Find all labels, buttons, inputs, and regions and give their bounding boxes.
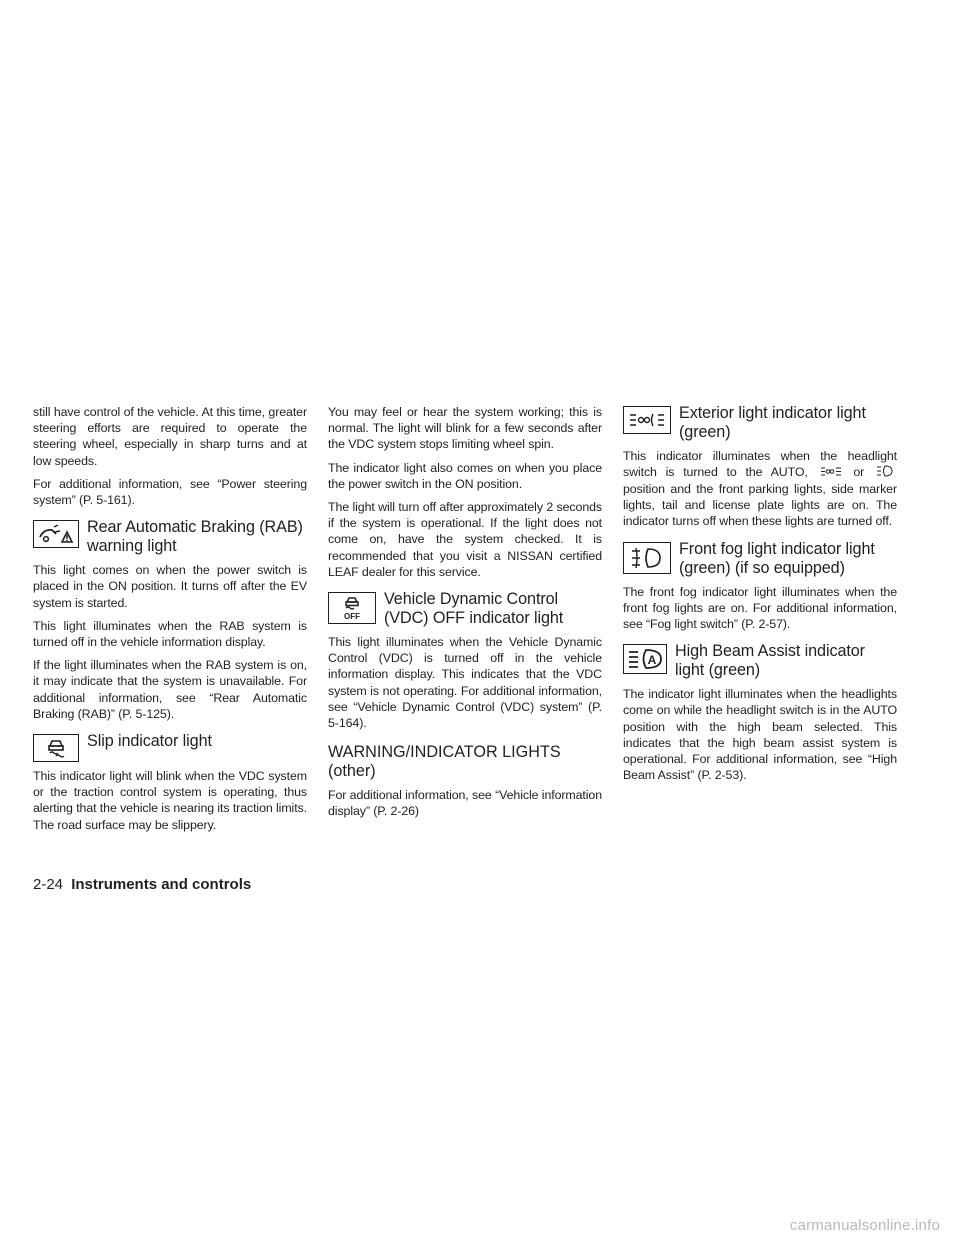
headlight-switch-icon [876, 465, 894, 481]
slip-indicator-icon [33, 734, 79, 762]
section-heading-slip [33, 732, 307, 762]
text-span: position and the front parking lights, side marker lights, tail and license plate lights are on. The indicator turns off when these lights are turned off. [623, 482, 897, 529]
section-title: Rear Automatic Braking (RAB) warning light [87, 518, 303, 556]
watermark: carmanualsonline.info [789, 1217, 940, 1234]
section-title: WARNING/INDICATOR LIGHTS (other) [328, 743, 561, 781]
page-number: 2-24 [33, 876, 64, 893]
section-heading-high-beam-assist [623, 642, 897, 680]
paragraph: You may feel or hear the system working; this is normal. The light will blink for a few seconds after the VDC system stops limiting wheel spin. [328, 405, 602, 452]
paragraph [623, 448, 897, 530]
paragraph: This light illuminates when the RAB system is turned off in the vehicle information display. [33, 618, 307, 650]
section-heading-fog-light [623, 540, 897, 578]
text-span: This indicator illuminates when the headlight switch is turned to the AUTO, [623, 449, 897, 480]
section-title: Slip indicator light [87, 732, 212, 751]
paragraph: If the light illuminates when the RAB system is on, it may indicate that the system is unavailable. For additional information, see “Rear Automatic Braking (RAB)” (P. 5-125). [33, 658, 307, 721]
paragraph: The indicator light also comes on when you place the power switch in the ON position. [328, 460, 602, 491]
paragraph: This light comes on when the power switch is placed in the ON position. It turns off after the EV system is started. [33, 563, 307, 610]
high-beam-assist-icon [623, 644, 667, 674]
column-2 [328, 404, 602, 827]
paragraph: For additional information, see “Vehicle information display” (P. 2-26) [328, 788, 602, 819]
section-title: Front fog light indicator light (green) (if so equipped) [679, 539, 875, 577]
paragraph: This light illuminates when the Vehicle Dynamic Control (VDC) is turned off in the vehicle information display. This indicates that the VDC system is not operating. For additional information, see “Vehicle Dynamic Control (VDC) system” (P. 5-164). [328, 635, 602, 731]
section-heading-rab [33, 518, 307, 556]
rear-automatic-braking-icon [33, 520, 79, 548]
paragraph: The light will turn off after approximately 2 seconds if the system is operational. If the light does not come on, have the system checked. It is recommended that you visit a NISSAN certified LEAF dealer for this service. [328, 500, 602, 579]
section-heading-vdc [328, 590, 602, 628]
section-name: Instruments and controls [71, 876, 252, 893]
exterior-light-icon [623, 406, 671, 434]
column-3 [623, 404, 897, 790]
section-title: Exterior light indicator light (green) [679, 404, 866, 441]
vdc-off-icon-text: OFF [344, 612, 360, 622]
section-title: Vehicle Dynamic Control (VDC) OFF indicator light [384, 590, 564, 628]
auto-light-switch-icon [820, 465, 842, 481]
section-title: High Beam Assist indicator light (green) [675, 642, 865, 680]
paragraph: For additional information, see “Power steering system” (P. 5-161). [33, 476, 307, 508]
paragraph: This indicator light will blink when the VDC system or the traction control system is operating, thus alerting that the vehicle is nearing its traction limits. The road surface may be slippery. [33, 769, 307, 832]
page-footer [33, 876, 251, 893]
column-1 [33, 404, 307, 840]
front-fog-light-icon [623, 542, 671, 574]
section-heading-exterior-light [623, 404, 897, 442]
paragraph: still have control of the vehicle. At this time, greater steering efforts are required to operate the steering wheel, especially in sharp turns and at low speeds. [33, 405, 307, 468]
paragraph: The indicator light illuminates when the headlights come on while the headlight switch is in the AUTO position with the high beam selected. This indicates that the high beam assist system is operational. For additional information, see “High Beam Assist” (P. 2-53). [623, 687, 897, 783]
paragraph: The front fog indicator light illuminates when the front fog lights are on. For additional information, see “Fog light switch” (P. 2-57). [623, 584, 897, 632]
text-span: or [853, 465, 865, 480]
vdc-off-icon [328, 592, 376, 624]
svg-text:A: A [647, 653, 657, 668]
